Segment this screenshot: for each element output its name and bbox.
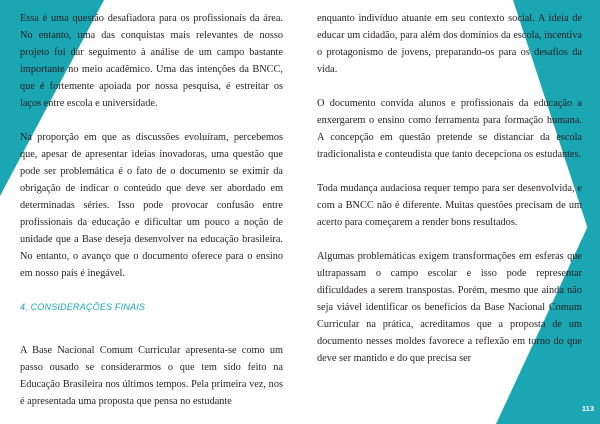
right-paragraph-4: Algumas problemáticas exigem transformações em esferas que ultrapassam o campo escolar e isso pode representar dificuldades a serem transpostas. Porém, mesmo que ainda não seja viável identificar os benefícios da Base Nacional Comum Curricular na prática, acreditamos que a proposta de um documento nesses moldes favorece a reflexão em torno do que deve ser mantido e do que precisa ser (317, 251, 582, 364)
right-paragraph-3: Toda mudança audaciosa requer tempo para ser desenvolvida, e com a BNCC não é diferente. Muitas questões precisam de um acerto para começarem a render bons resultados. (317, 183, 582, 228)
section-heading: 4. CONSIDERAÇÕES FINAIS (20, 302, 146, 312)
left-paragraph-3: A Base Nacional Comum Curricular apresenta-se como um passo ousado se considerarmos o que tem sido feito na Educação Brasileira nos últimos tempos. Pela primeira vez, nos é apresentada uma proposta que pensa no estudante (20, 345, 283, 407)
right-page (300, 0, 600, 424)
left-paragraph-1: Essa é uma questão desafiadora para os profissionais da área. No entanto, uma das conquistas mais relevantes de nosso projeto foi dar seguimento à análise de um campo bastante importante no meio acadêmico. Uma das intenções da BNCC, que é fortemente apoiada por nossa pesquisa, é estreitar os laços entre escola e universidade. (20, 13, 283, 109)
right-paragraph-1: enquanto indivíduo atuante em seu contexto social. A ideia de educar um cidadão, para além dos domínios da escola, incentiva o protagonismo de jovens, preparando-os para os desafios da vida. (317, 13, 582, 75)
left-paragraph-2: Na proporção em que as discussões evoluíram, percebemos que, apesar de apresentar ideias inovadoras, uma questão que pode ser problemática é o fato de o documento se eximir da obrigação de indicar o conteúdo que deve ser abordado em determinadas séries. Isso pode provocar confusão entre profissionais da educação e dificultar um pouco a noção de unidade que a Base deseja desenvolver na educação brasileira. No entanto, o avanço que o documento oferece para o ensino em nosso país é inegável. (20, 132, 283, 279)
page-number: 113 (581, 404, 594, 413)
right-paragraph-2: O documento convida alunos e profissionais da educação a enxergarem o ensino como ferramenta para formação humana. A concepção em questão pretende se distanciar da escola tradicionalista e conteudista que tanto decepciona os estudantes. (317, 98, 582, 160)
left-text-column (20, 10, 283, 410)
right-text-column (317, 10, 582, 367)
